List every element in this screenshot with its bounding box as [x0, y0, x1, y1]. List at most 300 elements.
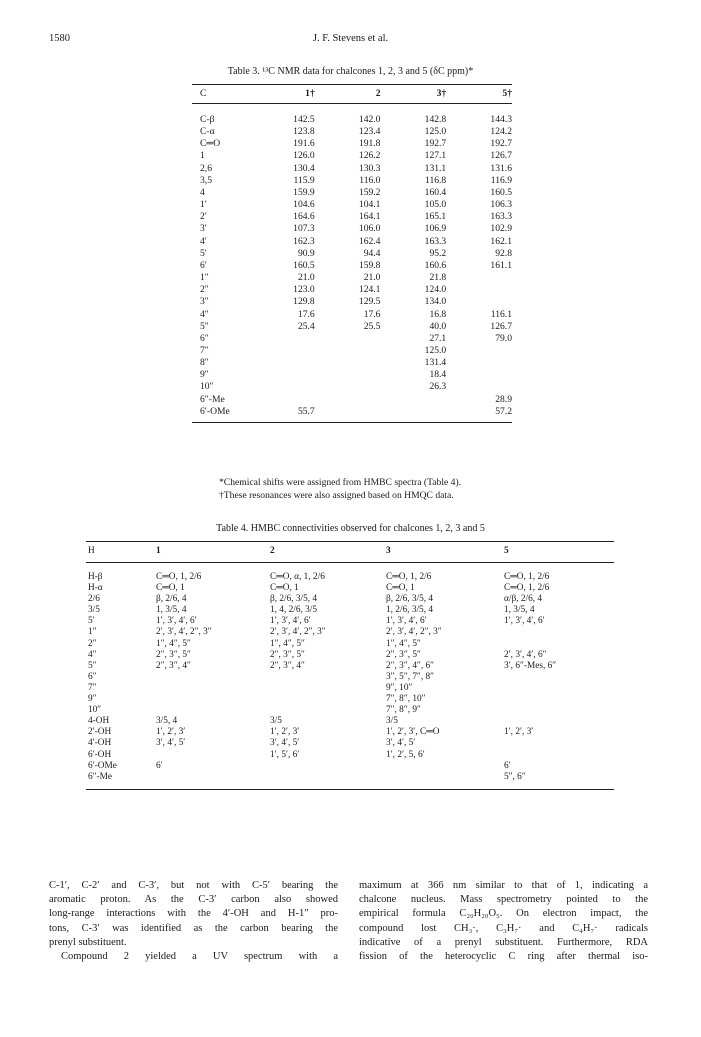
table4-hmbc-connectivities	[86, 541, 614, 790]
table3-cell	[446, 296, 512, 308]
text-line: tons, C-3′ was identified as the carbon bearing the	[49, 922, 338, 934]
table3-cell: 116.9	[490, 174, 512, 186]
table3-cell: 162.4	[358, 235, 381, 247]
table3-cell	[249, 333, 315, 345]
table3-cell: 160.5	[293, 259, 315, 271]
table3-cell: 160.4	[424, 186, 447, 198]
table3-cell: 162.3	[293, 235, 315, 247]
text-line: empirical formula C₂₀H₂₀O₅. On electron impact, the	[359, 908, 648, 920]
table4-cell: 1′, 3′, 4′, 6′	[270, 616, 311, 627]
table-row	[86, 650, 614, 661]
table3-cell: 26.3	[429, 381, 447, 393]
table3-row-label: 9″	[200, 369, 209, 381]
table3-cell: 142.0	[358, 114, 381, 125]
table3-header-cell: 1†	[305, 88, 315, 99]
table3-cell: 125.0	[424, 344, 447, 356]
table-row	[192, 260, 512, 272]
table3-cell: 124.1	[358, 284, 381, 296]
table3-cell: 116.1	[490, 308, 512, 320]
table4-cell	[504, 738, 614, 749]
table3-cell	[446, 272, 512, 284]
table3-row-label: 6′	[200, 259, 207, 271]
table4-cell: 2″, 3″, 4″	[270, 660, 305, 671]
table4-cell: 2′, 3′, 4′, 2″, 3″	[386, 627, 442, 638]
table4-cell	[504, 639, 614, 650]
table4-cell	[504, 683, 614, 694]
table4-cell: 3′, 4′, 5′	[386, 738, 416, 749]
table3-cell	[249, 369, 315, 381]
table-row	[192, 187, 512, 199]
table3-cell: 127.1	[424, 150, 447, 162]
table4-cell	[504, 694, 614, 705]
table3-row-label: 6′-OMe	[200, 405, 230, 417]
text-line: prenyl substituent.	[49, 936, 127, 948]
table3-cell: 131.6	[490, 162, 512, 174]
table4-cell	[156, 672, 270, 683]
table3-row-label: 2,6	[200, 162, 212, 174]
table4-cell: 9″, 10″	[386, 682, 413, 693]
table4-header-cell: 3	[386, 546, 391, 556]
table-row	[192, 163, 512, 175]
table4-caption: Table 4. HMBC connectivities observed for chalcones 1, 2, 3 and 5	[216, 523, 485, 534]
right-column	[359, 879, 648, 964]
table4-cell	[156, 694, 270, 705]
table3-cell	[446, 357, 512, 369]
table4-cell: C═O, 1, 2/6	[386, 572, 432, 582]
table3-cell	[315, 357, 381, 369]
table3-cell: 160.6	[424, 259, 447, 271]
table-row	[192, 296, 512, 308]
text-line: maximum at 366 nm similar to that of 1, indicating a	[359, 880, 648, 891]
table3-row-label: 5′	[200, 247, 207, 259]
table3-cell: 107.3	[293, 223, 315, 235]
table3-header-cell: 3†	[436, 88, 447, 99]
table3-row-label: 4′	[200, 235, 207, 247]
table3-cell: 104.6	[293, 199, 315, 211]
table3-cell: 106.9	[424, 223, 447, 235]
table3-cell: 95.2	[429, 247, 447, 259]
table3-row-label: 10″	[200, 381, 214, 393]
table3-cell: 17.6	[363, 308, 381, 320]
table3-cell: 16.8	[429, 308, 447, 320]
table3-cell: 105.0	[424, 199, 447, 211]
table4-cell	[504, 716, 614, 727]
table4-row-label: 10″	[88, 705, 102, 716]
table3-cell: 116.0	[359, 174, 381, 186]
table3-cell: 131.1	[424, 162, 447, 174]
table4-row-label: 2″	[88, 638, 97, 649]
table3-cell: 115.9	[293, 174, 315, 186]
table-row	[192, 321, 512, 333]
table4-cell: α/β, 2/6, 4	[504, 594, 543, 605]
table3-cell: 106.3	[490, 199, 512, 211]
table-row	[192, 406, 512, 423]
table3-cell	[249, 394, 315, 406]
table3-cell: 159.2	[358, 186, 381, 198]
table3-cell: 18.4	[429, 369, 447, 381]
table3-row-label: 3′	[200, 223, 207, 235]
table3-cell: 17.6	[297, 308, 315, 320]
table3-cell: 130.4	[293, 162, 315, 174]
table4-cell: 7″, 8″, 9″	[386, 705, 421, 716]
table4-cell: 1′, 2′, 3′, C═O	[386, 727, 440, 738]
table3-cell: 130.3	[358, 162, 381, 174]
table4-row-label: 9″	[88, 694, 97, 705]
table3-row-label: 2″	[200, 284, 209, 296]
table-row	[192, 357, 512, 369]
table4-cell: C═O, 1, 2/6	[156, 572, 202, 582]
table4-cell: 2″, 3″, 5″	[156, 649, 191, 660]
table3-row-label: 2′	[200, 211, 207, 223]
table-row	[86, 761, 614, 772]
table3-cell: 21.0	[297, 272, 315, 284]
table4-cell: 2″, 3″, 5″	[386, 649, 421, 660]
table3-cell: 144.3	[490, 114, 512, 125]
table4-cell: 3/5	[386, 716, 398, 727]
table3-cell: 79.0	[495, 332, 512, 344]
table3-row-label: 4	[200, 186, 205, 198]
table-row	[192, 211, 512, 223]
table4-row-label: 4-OH	[88, 716, 110, 727]
running-title: J. F. Stevens et al.	[312, 33, 389, 44]
table-row	[192, 236, 512, 248]
table-row	[192, 272, 512, 284]
table-row	[86, 563, 614, 584]
table3-cell: 92.8	[495, 247, 512, 259]
text-line: chalcone nucleus. Mass spectrometry pointed to the	[359, 894, 648, 906]
table4-cell: 2″, 3″, 4″	[156, 660, 191, 671]
table3-cell: 102.9	[490, 223, 512, 235]
table3-cell: 126.7	[490, 320, 512, 332]
table3-cell: 126.0	[293, 150, 315, 162]
table4-cell: 3/5, 4	[156, 716, 178, 727]
table-row	[192, 333, 512, 345]
table3-row-label: 6″	[200, 332, 209, 344]
table3-cell: 192.7	[424, 138, 447, 150]
table3-cell: 90.9	[297, 247, 315, 259]
table4-cell: 2″, 3″, 4″, 6″	[386, 660, 435, 671]
table4-cell	[270, 705, 386, 716]
table4-cell: 1′, 2′, 3′	[504, 727, 534, 738]
table3-cell	[315, 406, 381, 423]
table3-cell	[249, 345, 315, 357]
table3-cell	[380, 394, 446, 406]
table4-cell	[270, 694, 386, 705]
table3-cell	[446, 369, 512, 381]
table4-header-cell: 2	[270, 546, 275, 556]
table4-cell	[270, 772, 386, 790]
table4-row-label: 2′-OH	[88, 727, 112, 738]
table3-cell	[315, 369, 381, 381]
table4-cell: 1″, 4″, 5″	[156, 638, 191, 649]
table-row	[86, 639, 614, 650]
table4-cell: 2′, 3′, 4′, 2″, 3″	[156, 627, 212, 638]
table-row	[192, 223, 512, 235]
table4-row-label: H-β	[88, 572, 103, 582]
table4-cell	[156, 772, 270, 790]
text-line: compound lost CH₃·, C₃H₇· and C₄H₇· radicals	[359, 922, 648, 934]
table-row	[86, 605, 614, 616]
table3-cell	[315, 394, 381, 406]
table3-row-label: 8″	[200, 357, 209, 369]
table3-cell: 161.1	[490, 259, 512, 271]
table4-cell: 5″, 6″	[504, 771, 526, 782]
table3-row-label: C-β	[200, 114, 215, 125]
table3-footnote-2: †These resonances were also assigned based on HMQC data.	[219, 490, 454, 501]
text-line: indicative of a prenyl substituent. Furthermore, RDA	[359, 936, 648, 948]
table3-cell: 106.0	[358, 223, 381, 235]
table3-cell: 162.1	[490, 235, 512, 247]
table3-cell: 165.1	[424, 211, 447, 223]
table3-cell: 28.9	[495, 393, 512, 405]
table4-row-label: 6″	[88, 671, 97, 682]
table3-cell: 125.0	[424, 126, 447, 138]
table3-row-label: 1	[200, 150, 205, 162]
table-row	[86, 583, 614, 594]
table4-cell	[270, 683, 386, 694]
table3-footnote-1: *Chemical shifts were assigned from HMBC spectra (Table 4).	[219, 477, 462, 488]
table-row	[86, 727, 614, 738]
table4-cell: 1′, 3′, 4′, 6′	[386, 616, 427, 627]
table4-cell	[386, 772, 504, 790]
table4-cell: 6′	[156, 760, 163, 771]
table4-cell: 1′, 2′, 3′	[270, 727, 300, 738]
table3-cell: 124.0	[424, 284, 447, 296]
table3-cell: 164.1	[358, 211, 381, 223]
table3-row-label: 3,5	[200, 174, 212, 186]
table4-cell	[504, 627, 614, 638]
page-number: 1580	[49, 33, 70, 44]
table4-cell	[156, 750, 270, 761]
table3-cell: 163.3	[490, 211, 512, 223]
table3-cell	[380, 406, 446, 423]
table3-cell: 126.2	[358, 150, 381, 162]
table4-row-label: 4″	[88, 649, 97, 660]
table3-row-label: 1′	[200, 199, 207, 211]
table4-cell: 3′, 4′, 5′	[156, 738, 186, 749]
table4-cell: 3′, 4′, 5′	[270, 738, 300, 749]
table3-cell: 126.7	[490, 150, 512, 162]
left-column	[49, 879, 338, 964]
text-line: fission of the heterocyclic C ring after thermal iso-	[359, 950, 648, 962]
table3-cell: 129.8	[293, 296, 315, 308]
table-row	[192, 199, 512, 211]
table3-cell: 57.2	[495, 405, 512, 417]
table3-cell: 94.4	[363, 247, 381, 259]
table3-cell: 21.0	[363, 272, 381, 284]
table3-cell	[446, 345, 512, 357]
table4-cell: 3″, 5″, 7″, 8″	[386, 671, 435, 682]
table3-cell: 129.5	[358, 296, 381, 308]
table-row	[86, 616, 614, 627]
table-row	[86, 594, 614, 605]
table-row	[86, 705, 614, 716]
table4-row-label: 7″	[88, 682, 97, 693]
table3-header-cell: C	[200, 88, 207, 99]
table4-header-row	[86, 542, 614, 563]
table3-cell: 21.8	[429, 272, 447, 284]
table4-cell: C═O, α, 1, 2/6	[270, 572, 325, 582]
table3-cell: 40.0	[429, 320, 447, 332]
table4-cell: C═O, 1	[156, 583, 185, 594]
table3-cell: 104.1	[358, 199, 381, 211]
table4-header-cell: 5	[504, 546, 509, 556]
table-row	[192, 175, 512, 187]
table4-cell: 1″, 4″, 5″	[270, 638, 305, 649]
table3-row-label: 5″	[200, 320, 209, 332]
table3-cell: 160.5	[490, 186, 512, 198]
table4-row-label: 1″	[88, 627, 97, 638]
table4-row-label: 6′-OMe	[88, 760, 117, 771]
table3-cell: 25.5	[363, 320, 381, 332]
table3-cell	[315, 345, 381, 357]
table3-cell: 123.4	[358, 126, 381, 138]
table-row	[192, 394, 512, 406]
table3-cell: 124.2	[490, 126, 512, 138]
table4-row-label: 3/5	[88, 605, 100, 616]
table-row	[192, 104, 512, 127]
table3-cell: 27.1	[429, 332, 447, 344]
table4-cell: 1′, 2′, 5, 6′	[386, 749, 425, 760]
table3-cell	[249, 357, 315, 369]
table3-cell: 123.8	[293, 126, 315, 138]
table4-cell: 1′, 3′, 4′, 6′	[156, 616, 197, 627]
table4-row-label: 5′	[88, 616, 95, 627]
table3-cell: 191.8	[358, 138, 381, 150]
table3-cell: 55.7	[297, 405, 315, 417]
table3-cell: 142.5	[293, 114, 315, 125]
table3-row-label: 4″	[200, 308, 209, 320]
table4-cell	[504, 705, 614, 716]
table4-row-label: 6′-OH	[88, 749, 112, 760]
table4-cell: 2′, 3′, 4′, 2″, 3″	[270, 627, 326, 638]
table3-nmr-data	[192, 84, 512, 423]
table4-cell: C═O, 1	[270, 583, 299, 594]
table-row	[192, 150, 512, 162]
text-line: C-1′, C-2′ and C-3′, but not with C-5′ bearing the	[49, 880, 338, 891]
table4-cell: 1′, 2′, 3′	[156, 727, 186, 738]
table-row	[86, 694, 614, 705]
table3-row-label: C═O	[200, 138, 221, 150]
text-line: long-range interactions with the 4′-OH and H-1″ pro-	[49, 908, 338, 920]
table3-cell	[249, 381, 315, 393]
table3-header-row	[192, 85, 512, 104]
table3-cell: 159.8	[358, 259, 381, 271]
table3-row-label: 6″-Me	[200, 393, 225, 405]
table4-cell: 3′, 6″-Mes, 6″	[504, 660, 557, 671]
table4-row-label: 5″	[88, 660, 97, 671]
table3-cell: 192.7	[490, 138, 512, 150]
table3-row-label: 1″	[200, 272, 209, 284]
text-line: aromatic proton. As the C-3′ carbon also showed	[49, 894, 338, 906]
table3-cell	[446, 381, 512, 393]
table-row	[86, 661, 614, 672]
table3-cell: 191.6	[293, 138, 315, 150]
table4-cell	[270, 672, 386, 683]
table3-header-cell: 5†	[502, 88, 512, 99]
table4-row-label: 2/6	[88, 594, 100, 605]
table-row	[86, 627, 614, 638]
table3-cell: 25.4	[297, 320, 315, 332]
table3-caption: Table 3. ¹³C NMR data for chalcones 1, 2, 3 and 5 (δC ppm)*	[227, 66, 474, 77]
table4-row-label: H-α	[88, 583, 103, 594]
table-row	[192, 126, 512, 138]
table3-cell: 164.6	[293, 211, 315, 223]
table4-cell	[504, 750, 614, 761]
table4-cell: β, 2/6, 3/5, 4	[270, 594, 318, 605]
text-line: Compound 2 yielded a UV spectrum with a	[61, 950, 338, 962]
table3-cell: 131.4	[424, 357, 447, 369]
table4-cell: 1, 3/5, 4	[504, 605, 535, 616]
table-row	[86, 772, 614, 790]
table-row	[192, 345, 512, 357]
table4-cell: 7″, 8″, 10″	[386, 694, 426, 705]
table4-cell	[270, 761, 386, 772]
table-row	[86, 750, 614, 761]
table4-cell: 2″, 3″, 5″	[270, 649, 305, 660]
table4-cell: C═O, 1, 2/6	[504, 572, 550, 582]
table4-cell	[156, 705, 270, 716]
table3-cell: 163.3	[424, 235, 447, 247]
table4-header-cell: H	[88, 546, 95, 556]
table3-header-cell: 2	[375, 88, 381, 99]
table4-cell: 1, 3/5, 4	[156, 605, 187, 616]
table-row	[192, 138, 512, 150]
table4-cell: 3/5	[270, 716, 282, 727]
table3-row-label: C-α	[200, 126, 215, 138]
table-row	[192, 369, 512, 381]
table4-cell: 1′, 3′, 4′, 6′	[504, 616, 545, 627]
table3-cell: 159.9	[293, 186, 315, 198]
table4-cell	[504, 672, 614, 683]
table4-cell: 1, 2/6, 3/5, 4	[386, 605, 434, 616]
table3-cell	[315, 333, 381, 345]
table3-cell	[446, 284, 512, 296]
table3-row-label: 3″	[200, 296, 209, 308]
table-row	[192, 248, 512, 260]
page-header	[49, 33, 652, 47]
table4-cell	[386, 761, 504, 772]
table4-cell: β, 2/6, 3/5, 4	[386, 594, 434, 605]
table4-cell: 2′, 3′, 4′, 6″	[504, 649, 547, 660]
table4-cell: 1″, 4″, 5″	[386, 638, 421, 649]
table4-cell: 1′, 5′, 6′	[270, 749, 300, 760]
table4-row-label: 4′-OH	[88, 738, 112, 749]
table-row	[86, 716, 614, 727]
table3-cell: 123.0	[293, 284, 315, 296]
table-row	[192, 309, 512, 321]
table3-footnotes	[219, 476, 461, 502]
table4-cell: 6′	[504, 760, 511, 771]
table3-cell: 134.0	[424, 296, 447, 308]
table-row	[86, 738, 614, 749]
table4-cell: 1, 4, 2/6, 3/5	[270, 605, 318, 616]
table4-row-label: 6″-Me	[88, 771, 113, 782]
table4-cell: β, 2/6, 4	[156, 594, 187, 605]
table-row	[86, 683, 614, 694]
table4-cell	[156, 683, 270, 694]
table4-cell: C═O, 1, 2/6	[504, 583, 550, 594]
table3-cell: 142.8	[424, 114, 447, 125]
table3-cell: 116.8	[425, 174, 447, 186]
table-row	[192, 284, 512, 296]
table4-header-cell: 1	[156, 546, 161, 556]
table-row	[192, 381, 512, 393]
table3-cell	[315, 381, 381, 393]
table4-cell: C═O, 1	[386, 583, 415, 594]
table-row	[86, 672, 614, 683]
table3-row-label: 7″	[200, 344, 209, 356]
